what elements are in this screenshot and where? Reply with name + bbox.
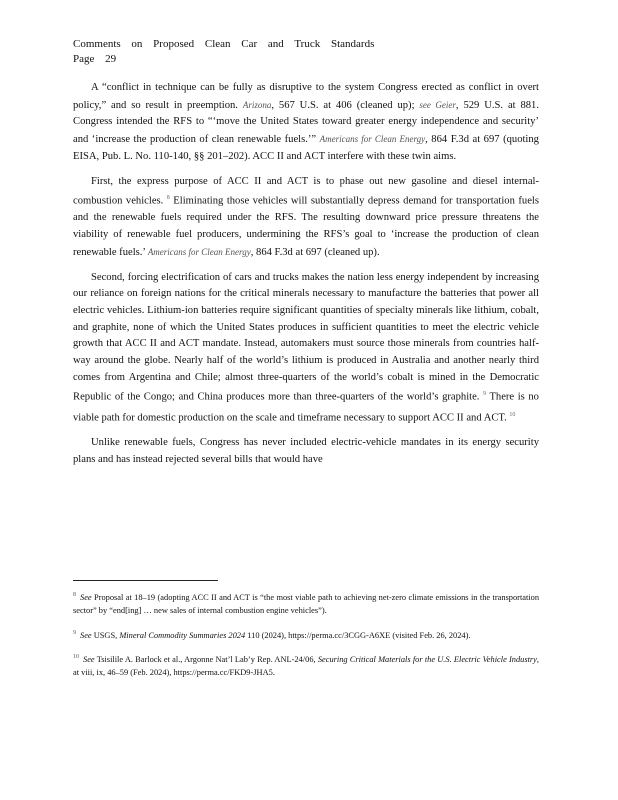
footnote-text[interactable]: , at viii, ix, 46–59 (Feb. 2024), https://perma.cc/FKD9-JHA5. [73, 654, 539, 678]
paragraph [73, 80, 539, 166]
signal: See [80, 630, 92, 640]
paragraph [73, 270, 539, 427]
footnote-number: 8 [73, 592, 76, 598]
case-citation: Americans for Clean Energy [319, 134, 426, 145]
case-citation: Americans for Clean Energy [147, 246, 251, 257]
paragraph [73, 174, 539, 262]
text: There is no viable path for domestic production on the scale and timeframe necessary to support ACC II and ACT. [73, 392, 539, 424]
text: , 864 F.3d at 697 (quoting EISA, Pub. L. No. 110-140, §§ 201–202). ACC II and ACT interfere with these twin aims. [73, 134, 539, 162]
case-citation: Arizona [242, 99, 272, 110]
paragraph [73, 435, 539, 468]
page-header [73, 37, 374, 67]
header-page-number: Page 29 [73, 53, 117, 65]
footnote-text[interactable]: 110 (2024), https://perma.cc/3CGG-A6XE (visited Feb. 26, 2024). [247, 630, 471, 640]
header-title: Comments on Proposed Clean Car and Truck Standards [73, 38, 375, 50]
signal: See [80, 592, 92, 602]
text: First, the express purpose of ACC II and ACT is to phase out new gasoline and diesel internal-combustion vehicles. [73, 175, 539, 207]
footnote-divider [73, 580, 218, 581]
footnote-text: USGS, [93, 630, 118, 640]
text: , 567 U.S. at 406 (cleaned up); [271, 99, 415, 111]
footnote [73, 627, 539, 642]
footnotes [73, 589, 539, 689]
footnote [73, 651, 539, 680]
footnote-reference[interactable]: 8 [166, 195, 170, 202]
text: Eliminating those vehicles will substantially depress demand for transportation fuels and the renewable fuels required under the RFS. The resulting downward price pressure threatens the viability of renewable fuel producers, undermining the RFS’s goal to ‘increase the production of clean renewable fuels.’ [73, 195, 539, 258]
footnote-number: 10 [73, 654, 79, 661]
footnote-text: Proposal at 18–19 (adopting ACC II and ACT is “the most viable path to achieving net-zero climate emissions in the transportation sector” by “end[ing] … new sales of internal combustion engine vehicles”). [73, 592, 540, 616]
source-title: Mineral Commodity Summaries 2024 [119, 630, 246, 640]
body-text [73, 80, 539, 476]
footnote-text: Tsisilile A. Barlock et al., Argonne Nat’l Lab’y Rep. ANL-24/06, [96, 654, 316, 664]
text: , 864 F.3d at 697 (cleaned up). [250, 246, 380, 258]
text: A “conflict in technique can be fully as disruptive to the system Congress erected as conflict in overt policy,” and so result in preemption. [73, 82, 539, 111]
text: Second, forcing electrification of cars and trucks makes the nation less energy independent by increasing our reliance on foreign nations for the critical minerals necessary to manufacture the batteries that power all electric vehicles. Lithium-ion batteries require significant quantities of specialty minerals like lithium, cobalt, and graphite, none of which the United States produces in sufficient quantities to meet the electric vehicle growth that ACC II and ACT mandate. Instead, automakers must source those minerals from countries half-way around the globe. Nearly half of the world’s lithium is produced in Australia and another nearly third comes from Argentina and Chile; almost three-quarters of the world’s cobalt is mined in the Democratic Republic of the Congo; and China produces more than three-quarters of the world’s graphite. [73, 271, 539, 404]
footnote-number: 9 [73, 629, 76, 636]
signal: See [83, 654, 95, 664]
case-citation: see Geier [419, 99, 456, 110]
source-title: Securing Critical Materials for the U.S. Electric Vehicle Industry [317, 654, 537, 664]
footnote-reference[interactable]: 10 [509, 411, 516, 418]
footnote [73, 589, 539, 618]
text: Unlike renewable fuels, Congress has never included electric-vehicle mandates in its energy security plans and has instead rejected several bills that would have [73, 436, 539, 465]
text: , 529 U.S. at 881. Congress intended the RFS to “‘move the United States toward greater energy independence and security’ and ‘increase the production of clean renewable fuels.’” [73, 99, 540, 146]
footnote-reference[interactable]: 9 [483, 391, 487, 398]
